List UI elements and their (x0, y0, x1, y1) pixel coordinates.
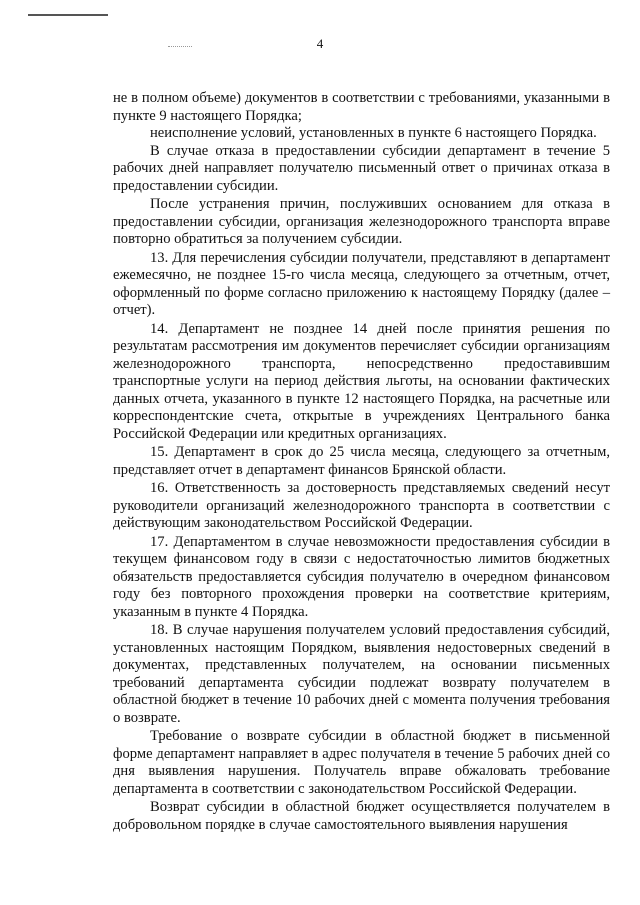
paragraph: Требование о возврате субсидии в областной бюджет в письменной форме департамент направляет в адрес получателя в течение 5 рабочих дней со дня выявления нарушения. Получатель вправе обжаловать требование департамента в соответствии с законодательством Российской Федерации. (113, 728, 610, 797)
paragraph: неисполнение условий, установленных в пункте 6 настоящего Порядка. (150, 125, 597, 141)
paragraph-continuation: не в полном объеме) документов в соответствии с требованиями, указанными в пункте 9 настоящего Порядка; (113, 90, 610, 124)
paragraph-15: 15. Департамент в срок до 25 числа месяца, следующего за отчетным, представляет отчет в департамент финансов Брянской области. (113, 444, 610, 478)
scan-artifact-line (28, 14, 108, 16)
paragraph: После устранения причин, послуживших основанием для отказа в предоставлении субсидии, организация железнодорожного транспорта вправе повторно обратиться за получением субсидии. (113, 196, 610, 247)
paragraph: В случае отказа в предоставлении субсидии департамент в течение 5 рабочих дней направляет получателю письменный ответ о причинах отказа в предоставлении субсидии. (113, 142, 610, 194)
paragraph-16: 16. Ответственность за достоверность представляемых сведений несут руководители организаций железнодорожного транспорта в соответствии с действующим законодательством Российской Федерации. (113, 480, 610, 531)
paragraph-14: 14. Департамент не позднее 14 дней после принятия решения по результатам рассмотрения им документов перечисляет субсидии организациям железнодорожного транспорта, непосредственно предоставившим транспортные услуги на период действия льготы, на основании фактических данных отчета, указанного в пункте 12 настоящего Порядка, на расчетные или корреспондентские счета, открытые в учреждениях Центрального банка Российской Федерации или кредитных организациях. (113, 320, 610, 442)
paragraph-18: 18. В случае нарушения получателем условий предоставления субсидий, установленных настоящим Порядком, выявления недостоверных сведений в документах, представленных получателем, на основании письменных требований департамента субсидии подлежат возврату получателем в областной бюджет в течение 10 рабочих дней с момента получения требования о возврате. (113, 622, 610, 726)
page-number: 4 (316, 36, 324, 51)
document-body (113, 90, 610, 834)
paragraph-17: 17. Департаментом в случае невозможности предоставления субсидии в текущем финансовом году в связи с недостаточностью лимитов бюджетных обязательств предоставляется субсидия получателю в очередном финансовом году без повторного прохождения проверки на соответствие критериям, указанным в пункте 4 Порядка. (113, 533, 610, 620)
paragraph-13: 13. Для перечисления субсидии получатели, представляют в департамент ежемесячно, не позднее 15-го числа месяца, следующего за отчетным, отчет, оформленный по форме согласно приложению к настоящему Порядку (далее – отчет). (113, 249, 610, 318)
paragraph: Возврат субсидии в областной бюджет осуществляется получателем в добровольном порядке в случае самостоятельного выявления нарушения (113, 799, 610, 833)
